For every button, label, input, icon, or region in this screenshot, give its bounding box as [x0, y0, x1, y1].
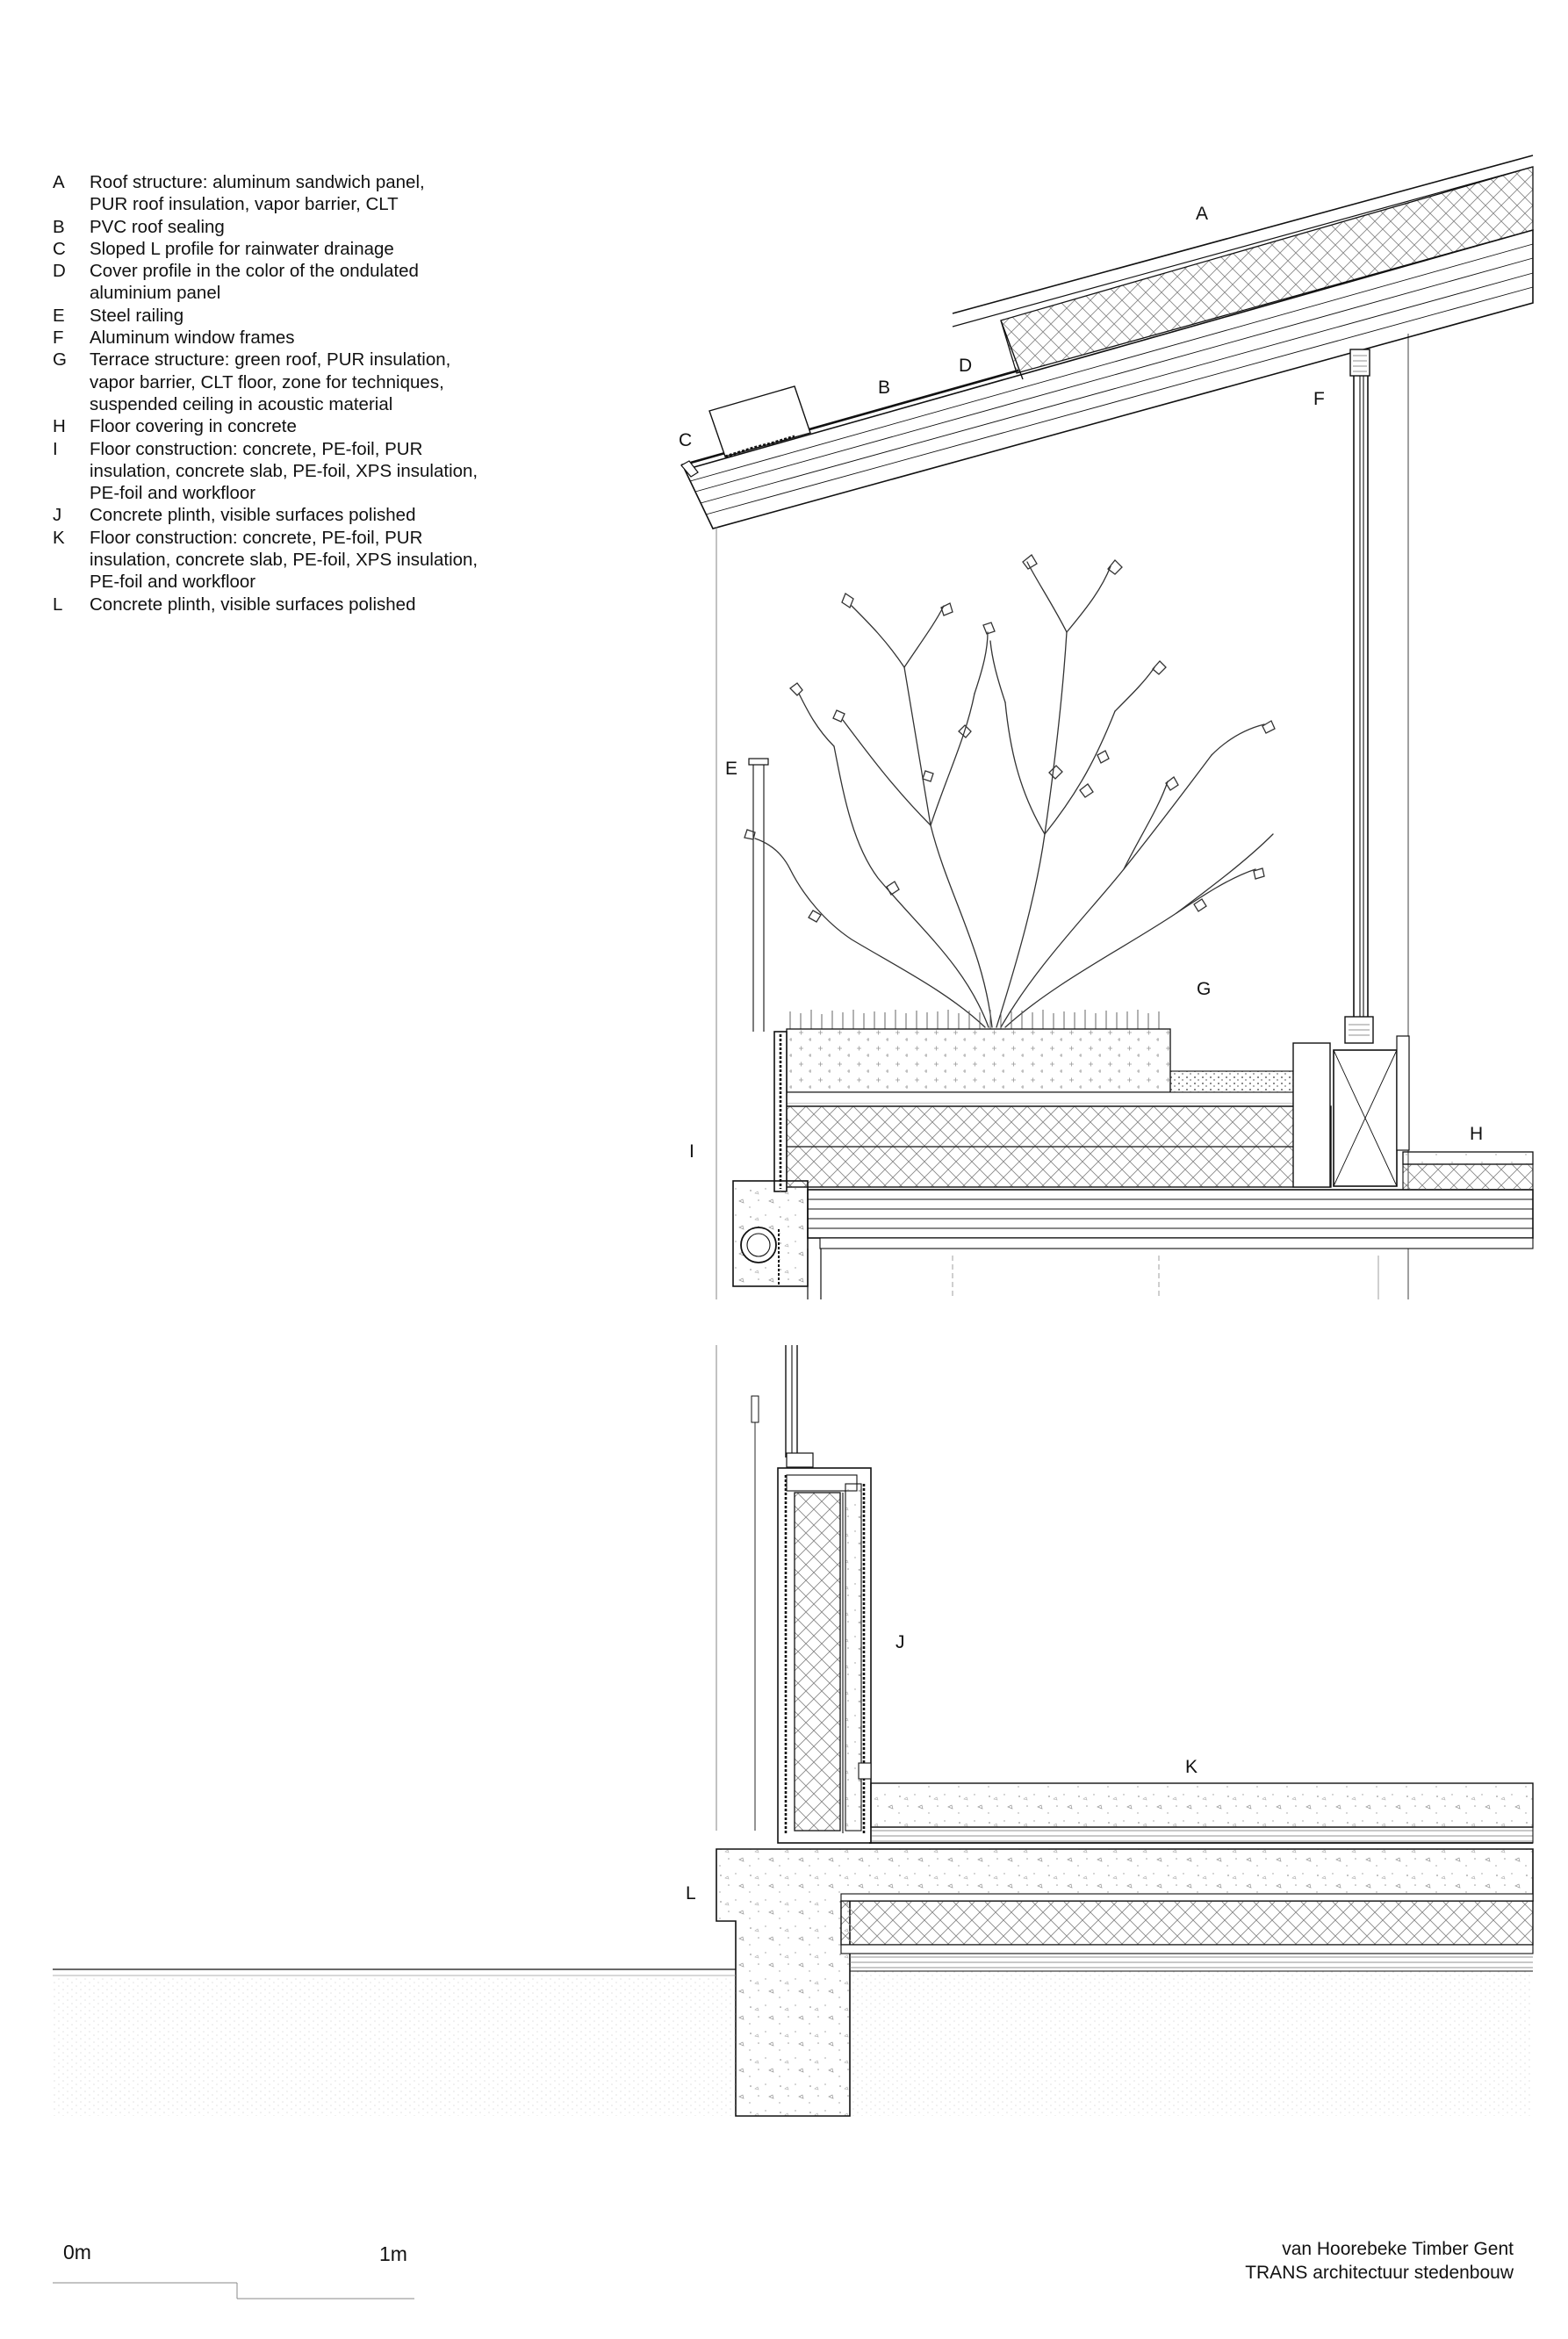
legend-item: [53, 527, 544, 594]
callout-d: D: [959, 356, 973, 376]
legend-item: [53, 504, 544, 526]
callout-h: H: [1470, 1124, 1484, 1144]
legend-item: [53, 216, 544, 238]
callout-g: G: [1197, 979, 1212, 999]
legend-item: [53, 305, 544, 327]
legend-text: Steel railing: [90, 305, 184, 326]
legend-text: Concrete plinth, visible surfaces polished: [90, 594, 416, 615]
clt-floor: [808, 1190, 1533, 1238]
legend-text: Roof structure: aluminum sandwich panel, PUR roof insulation, vapor barrier, CLT: [90, 172, 425, 215]
project-name: van Hoorebeke Timber Gent: [1282, 2239, 1514, 2259]
legend-item: [53, 349, 544, 415]
green-roof-grass: [790, 1010, 1159, 1029]
xps-insulation: [841, 1901, 1533, 1945]
legend-key: J: [53, 505, 62, 526]
steel-railing: [749, 759, 768, 1032]
legend-list: [53, 171, 544, 615]
legend-item: [53, 260, 544, 305]
terrace-structure: [733, 1029, 1533, 1299]
callout-i: I: [689, 1141, 694, 1162]
legend-key: E: [53, 305, 65, 326]
callout-j: J: [895, 1632, 905, 1652]
floor-covering: [1403, 1152, 1533, 1164]
legend-item: [53, 238, 544, 260]
callout-c: C: [679, 430, 693, 450]
legend-text: Floor construction: concrete, PE-foil, PUR insulation, concrete slab, PE-foil, XPS insulation, PE-foil and workfloor: [90, 527, 478, 593]
legend-text: Floor covering in concrete: [90, 416, 297, 437]
callout-l: L: [686, 1883, 696, 1904]
legend-text: Aluminum window frames: [90, 327, 295, 349]
roof-clt-deck: [685, 230, 1533, 529]
legend-text: Floor construction: concrete, PE-foil, PUR insulation, concrete slab, PE-foil, XPS insulation, PE-foil and workfloor: [90, 438, 478, 504]
legend-key: L: [53, 594, 63, 615]
legend-key: B: [53, 216, 65, 237]
plinth-foundation: [716, 1849, 1533, 2116]
legend-text: Terrace structure: green roof, PUR insulation, vapor barrier, CLT floor, zone for techniques, suspended ceiling in acoustic material: [90, 349, 451, 414]
legend-item: [53, 438, 544, 505]
office-name: TRANS architectuur stedenbouw: [1245, 2263, 1514, 2283]
legend-text: Sloped L profile for rainwater drainage: [90, 238, 394, 259]
legend-key: A: [53, 172, 65, 192]
legend-text: Concrete plinth, visible surfaces polished: [90, 505, 416, 526]
legend-key: D: [53, 261, 66, 282]
scale-start-label: 0m: [63, 2241, 91, 2263]
legend-key: F: [53, 327, 64, 349]
legend-key: G: [53, 349, 67, 371]
legend-item: [53, 327, 544, 349]
legend-text: PVC roof sealing: [90, 216, 225, 237]
lower-wall: [716, 1345, 871, 1843]
legend-item: [53, 594, 544, 615]
legend-text: Cover profile in the color of the ondulated aluminium panel: [90, 261, 419, 304]
exterior-ground: [53, 1969, 736, 2116]
legend-key: K: [53, 527, 65, 548]
scale-bar: [53, 2283, 414, 2299]
legend-key: C: [53, 238, 66, 259]
legend-key: I: [53, 438, 58, 459]
callout-f: F: [1313, 389, 1325, 409]
legend-key: H: [53, 416, 66, 437]
callout-a: A: [1196, 204, 1209, 224]
scale-end-label: 1m: [379, 2242, 407, 2265]
screed-topping: [871, 1783, 1533, 1827]
planter-substrate: [787, 1029, 1170, 1092]
legend-item: [53, 171, 544, 216]
credits-block: [1245, 2237, 1514, 2285]
roof-assembly: [681, 155, 1533, 529]
callout-k: K: [1185, 1757, 1198, 1777]
legend-item: [53, 415, 544, 437]
ground-floor-construction: [869, 1783, 1533, 1849]
tree-sketch: [744, 555, 1275, 1027]
callout-b: B: [878, 378, 891, 398]
callout-e: E: [725, 759, 738, 779]
